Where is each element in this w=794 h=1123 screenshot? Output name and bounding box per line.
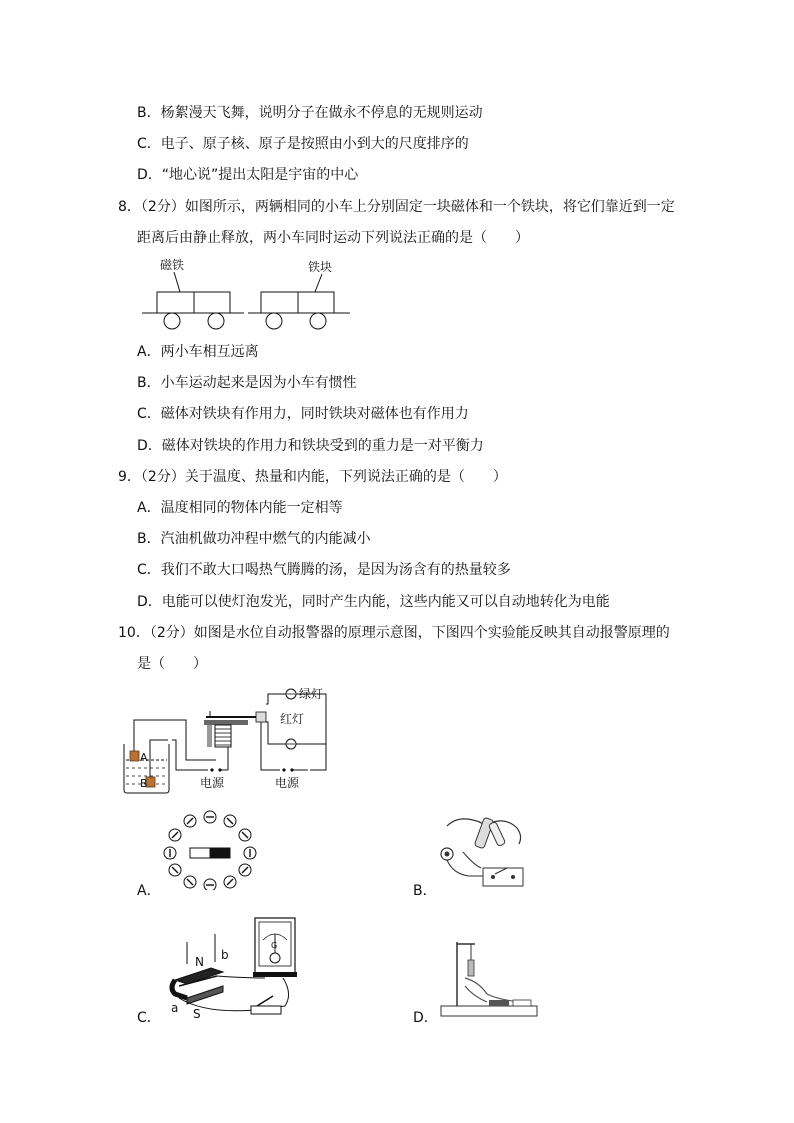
bar-magnet-white [190, 848, 210, 858]
wheel [164, 313, 180, 329]
q8-option-b: B．小车运动起来是因为小车有惯性 [137, 375, 357, 391]
rod [488, 821, 505, 846]
electrode-a-label: A [140, 751, 148, 764]
q8-option-d: D．磁体对铁块的作用力和铁块受到的重力是一对平衡力 [137, 438, 484, 454]
q10-choice-c-label[interactable]: C． [137, 1010, 161, 1026]
q10-alarm-diagram [118, 684, 333, 796]
red-lamp-label: 红灯 [280, 712, 305, 726]
q10-choice-a-label[interactable]: A． [137, 883, 161, 899]
magnet-label: 磁铁 [160, 258, 185, 272]
u-magnet [187, 986, 223, 1004]
q10-choice-b-label[interactable]: B． [413, 883, 437, 899]
green-lamp-label: 绿灯 [299, 687, 324, 701]
q8-option-a: A．两小车相互远离 [137, 344, 259, 360]
rod [474, 817, 494, 849]
contact-block [256, 712, 266, 722]
suspended-coil [468, 960, 474, 976]
q10-stem-line2: 是（ ） [137, 656, 207, 672]
switch-lever [257, 996, 273, 1006]
switch-board [483, 868, 523, 886]
power2-label: 电源 [275, 776, 300, 790]
q8-stem-line2: 距离后由静止释放，两小车同时运动下列说法正确的是（ ） [137, 230, 529, 246]
iron-pointer [315, 274, 322, 292]
q9-option-d: D．电能可以使灯泡发光，同时产生内能，这些内能又可以自动地转化为电能 [137, 594, 610, 610]
stand-base [441, 1006, 537, 1016]
terminal [491, 875, 495, 879]
electromagnet-coil [215, 725, 231, 747]
terminal [511, 875, 515, 879]
q10-choice-b-figure[interactable] [433, 812, 533, 894]
q8-option-c: C．磁体对铁块有作用力，同时铁块对磁体也有作用力 [137, 406, 469, 422]
a-label: a [171, 1001, 179, 1015]
electromagnet-core [207, 725, 212, 747]
terminal [282, 768, 285, 771]
q9-option-a: A．温度相同的物体内能一定相等 [137, 500, 343, 516]
battery [489, 1000, 509, 1006]
wire [172, 740, 208, 770]
wheel [208, 313, 224, 329]
iron-label: 铁块 [308, 260, 333, 274]
switch-base [251, 1006, 281, 1014]
wire [463, 852, 481, 868]
q10-choice-c-figure[interactable] [165, 914, 300, 1020]
galvanometer-knob [270, 953, 280, 963]
magnet-pointer [174, 272, 180, 292]
q9-option-c: C．我们不敢大口喝热气腾腾的汤，是因为汤含有的热量较多 [137, 562, 511, 578]
q9-option-b: B．汽油机做功冲程中燃气的内能减小 [137, 531, 371, 547]
wheel [266, 313, 282, 329]
galvanometer-g-label: G [271, 941, 278, 950]
power1-label: 电源 [200, 776, 225, 790]
n-pole-label: N [195, 955, 204, 969]
hand-icon [465, 986, 487, 1002]
bar-magnet-black [210, 848, 230, 858]
wire [150, 740, 168, 777]
q10-stem-line1: 10．（2分）如图是水位自动报警器的原理示意图，下图四个实验能反映其自动报警原理的 [118, 625, 670, 641]
q10-choice-d-figure[interactable] [435, 938, 545, 1022]
wire [261, 722, 280, 770]
q9-stem: 9．（2分）关于温度、热量和内能，下列说法正确的是（ ） [118, 469, 507, 485]
q10-choice-a-figure[interactable] [160, 810, 260, 890]
wire [266, 694, 286, 704]
q7-option-b: B．杨絮漫天飞舞，说明分子在做永不停息的无规则运动 [137, 105, 483, 121]
electromagnet-base [204, 720, 248, 725]
switch-base [513, 1000, 531, 1006]
q10-choice-d-label[interactable]: D． [413, 1010, 438, 1026]
electrode-b-label: B [140, 777, 148, 790]
electrode-a [130, 751, 139, 761]
q7-option-c: C．电子、原子核、原子是按照由小到大的尺度排序的 [137, 136, 469, 152]
wire [296, 694, 326, 770]
s-pole-label: S [193, 1007, 201, 1020]
b-label: b [221, 948, 229, 962]
q7-option-d: D．“地心说”提出太阳是宇宙的中心 [137, 167, 359, 183]
terminal [210, 768, 213, 771]
q8-carts-figure [140, 255, 355, 335]
hand-icon [465, 978, 521, 1002]
wheel [310, 313, 326, 329]
q8-stem-line1: 8．（2分）如图所示，两辆相同的小车上分别固定一块磁体和一个铁块，将它们靠近到一定 [118, 199, 675, 215]
